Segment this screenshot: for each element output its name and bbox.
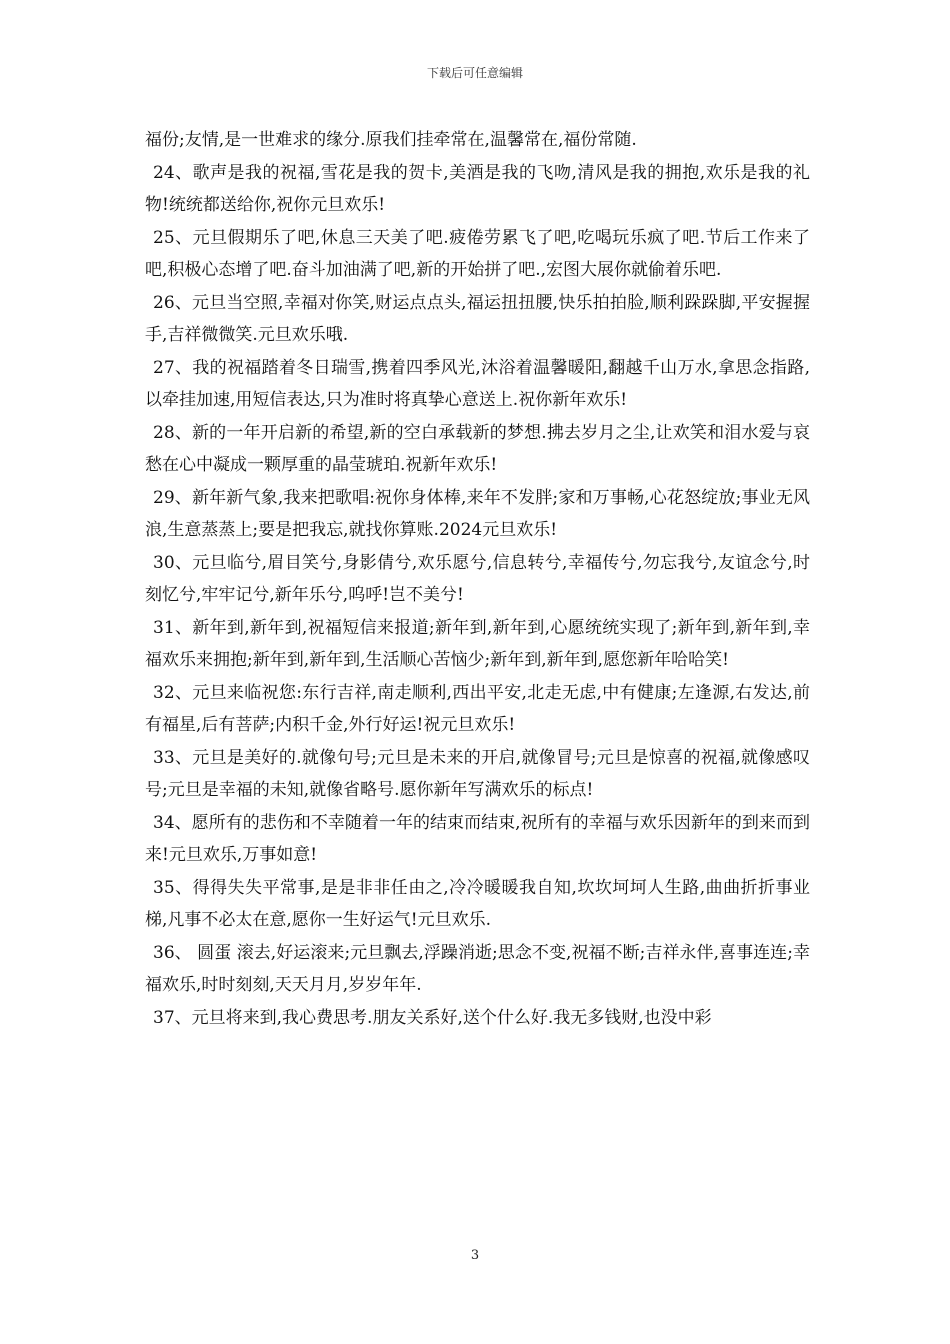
paragraph-31: 31、新年到,新年到,祝福短信来报道;新年到,新年到,心愿统统实现了;新年到,新年到,幸福欢乐来拥抱;新年到,新年到,生活顺心苦恼少;新年到,新年到,愿您新年哈哈笑!: [145, 617, 810, 670]
paragraph-24: 24、歌声是我的祝福,雪花是我的贺卡,美酒是我的飞吻,清风是我的拥抱,欢乐是我的礼物!统统都送给你,祝你元旦欢乐!: [145, 162, 810, 215]
paragraph-37: 37、元旦将来到,我心费思考.朋友关系好,送个什么好.我无多钱财,也没中彩: [153, 1007, 712, 1028]
paragraph-34: 34、愿所有的悲伤和不幸随着一年的结束而结束,祝所有的幸福与欢乐因新年的到来而到来!元旦欢乐,万事如意!: [145, 812, 810, 865]
paragraph-26: 26、元旦当空照,幸福对你笑,财运点点头,福运扭扭腰,快乐拍拍脸,顺利跺跺脚,平安握握手,吉祥微微笑.元旦欢乐哦.: [145, 292, 810, 345]
paragraph-35: 35、得得失失平常事,是是非非任由之,冷冷暖暖我自知,坎坎坷坷人生路,曲曲折折事业梯,凡事不必太在意,愿你一生好运气!元旦欢乐.: [145, 877, 810, 930]
page-number: 3: [470, 1248, 480, 1263]
paragraph-25: 25、元旦假期乐了吧,休息三天美了吧.疲倦劳累飞了吧,吃喝玩乐疯了吧.节后工作来了吧,积极心态增了吧.奋斗加油满了吧,新的开始拼了吧.,宏图大展你就偷着乐吧.: [145, 227, 810, 280]
paragraph-33: 33、元旦是美好的.就像句号;元旦是未来的开启,就像冒号;元旦是惊喜的祝福,就像感叹号;元旦是幸福的未知,就像省略号.愿你新年写满欢乐的标点!: [145, 747, 810, 800]
paragraph-32: 32、元旦来临祝您:东行吉祥,南走顺利,西出平安,北走无虑,中有健康;左逢源,右发达,前有福星,后有菩萨;内积千金,外行好运!祝元旦欢乐!: [145, 682, 810, 735]
paragraph-27: 27、我的祝福踏着冬日瑞雪,携着四季风光,沐浴着温馨暖阳,翻越千山万水,拿思念指路,以牵挂加速,用短信表达,只为准时将真挚心意送上.祝你新年欢乐!: [145, 357, 810, 410]
page-header: 下载后可任意编辑: [426, 66, 523, 80]
paragraph-36: 36、 圆蛋 滚去,好运滚来;元旦飘去,浮躁消逝;思念不变,祝福不断;吉祥永伴,喜事连连;幸福欢乐,时时刻刻,天天月月,岁岁年年.: [145, 942, 810, 995]
paragraph-continuation: 福份;友情,是一世难求的缘分.原我们挂牵常在,温馨常在,福份常随.: [145, 130, 637, 150]
paragraph-28: 28、新的一年开启新的希望,新的空白承载新的梦想.拂去岁月之尘,让欢笑和泪水爱与哀愁在心中凝成一颗厚重的晶莹琥珀.祝新年欢乐!: [145, 422, 810, 475]
paragraph-30: 30、元旦临兮,眉目笑兮,身影倩兮,欢乐愿兮,信息转兮,幸福传兮,勿忘我兮,友谊念兮,时刻忆兮,牢牢记兮,新年乐兮,呜呼!岂不美兮!: [145, 552, 810, 605]
document-body: [145, 124, 810, 1034]
paragraph-29: 29、新年新气象,我来把歌唱:祝你身体棒,来年不发胖;家和万事畅,心花怒绽放;事业无风浪,生意蒸蒸上;要是把我忘,就找你算账.2024元旦欢乐!: [145, 487, 810, 540]
